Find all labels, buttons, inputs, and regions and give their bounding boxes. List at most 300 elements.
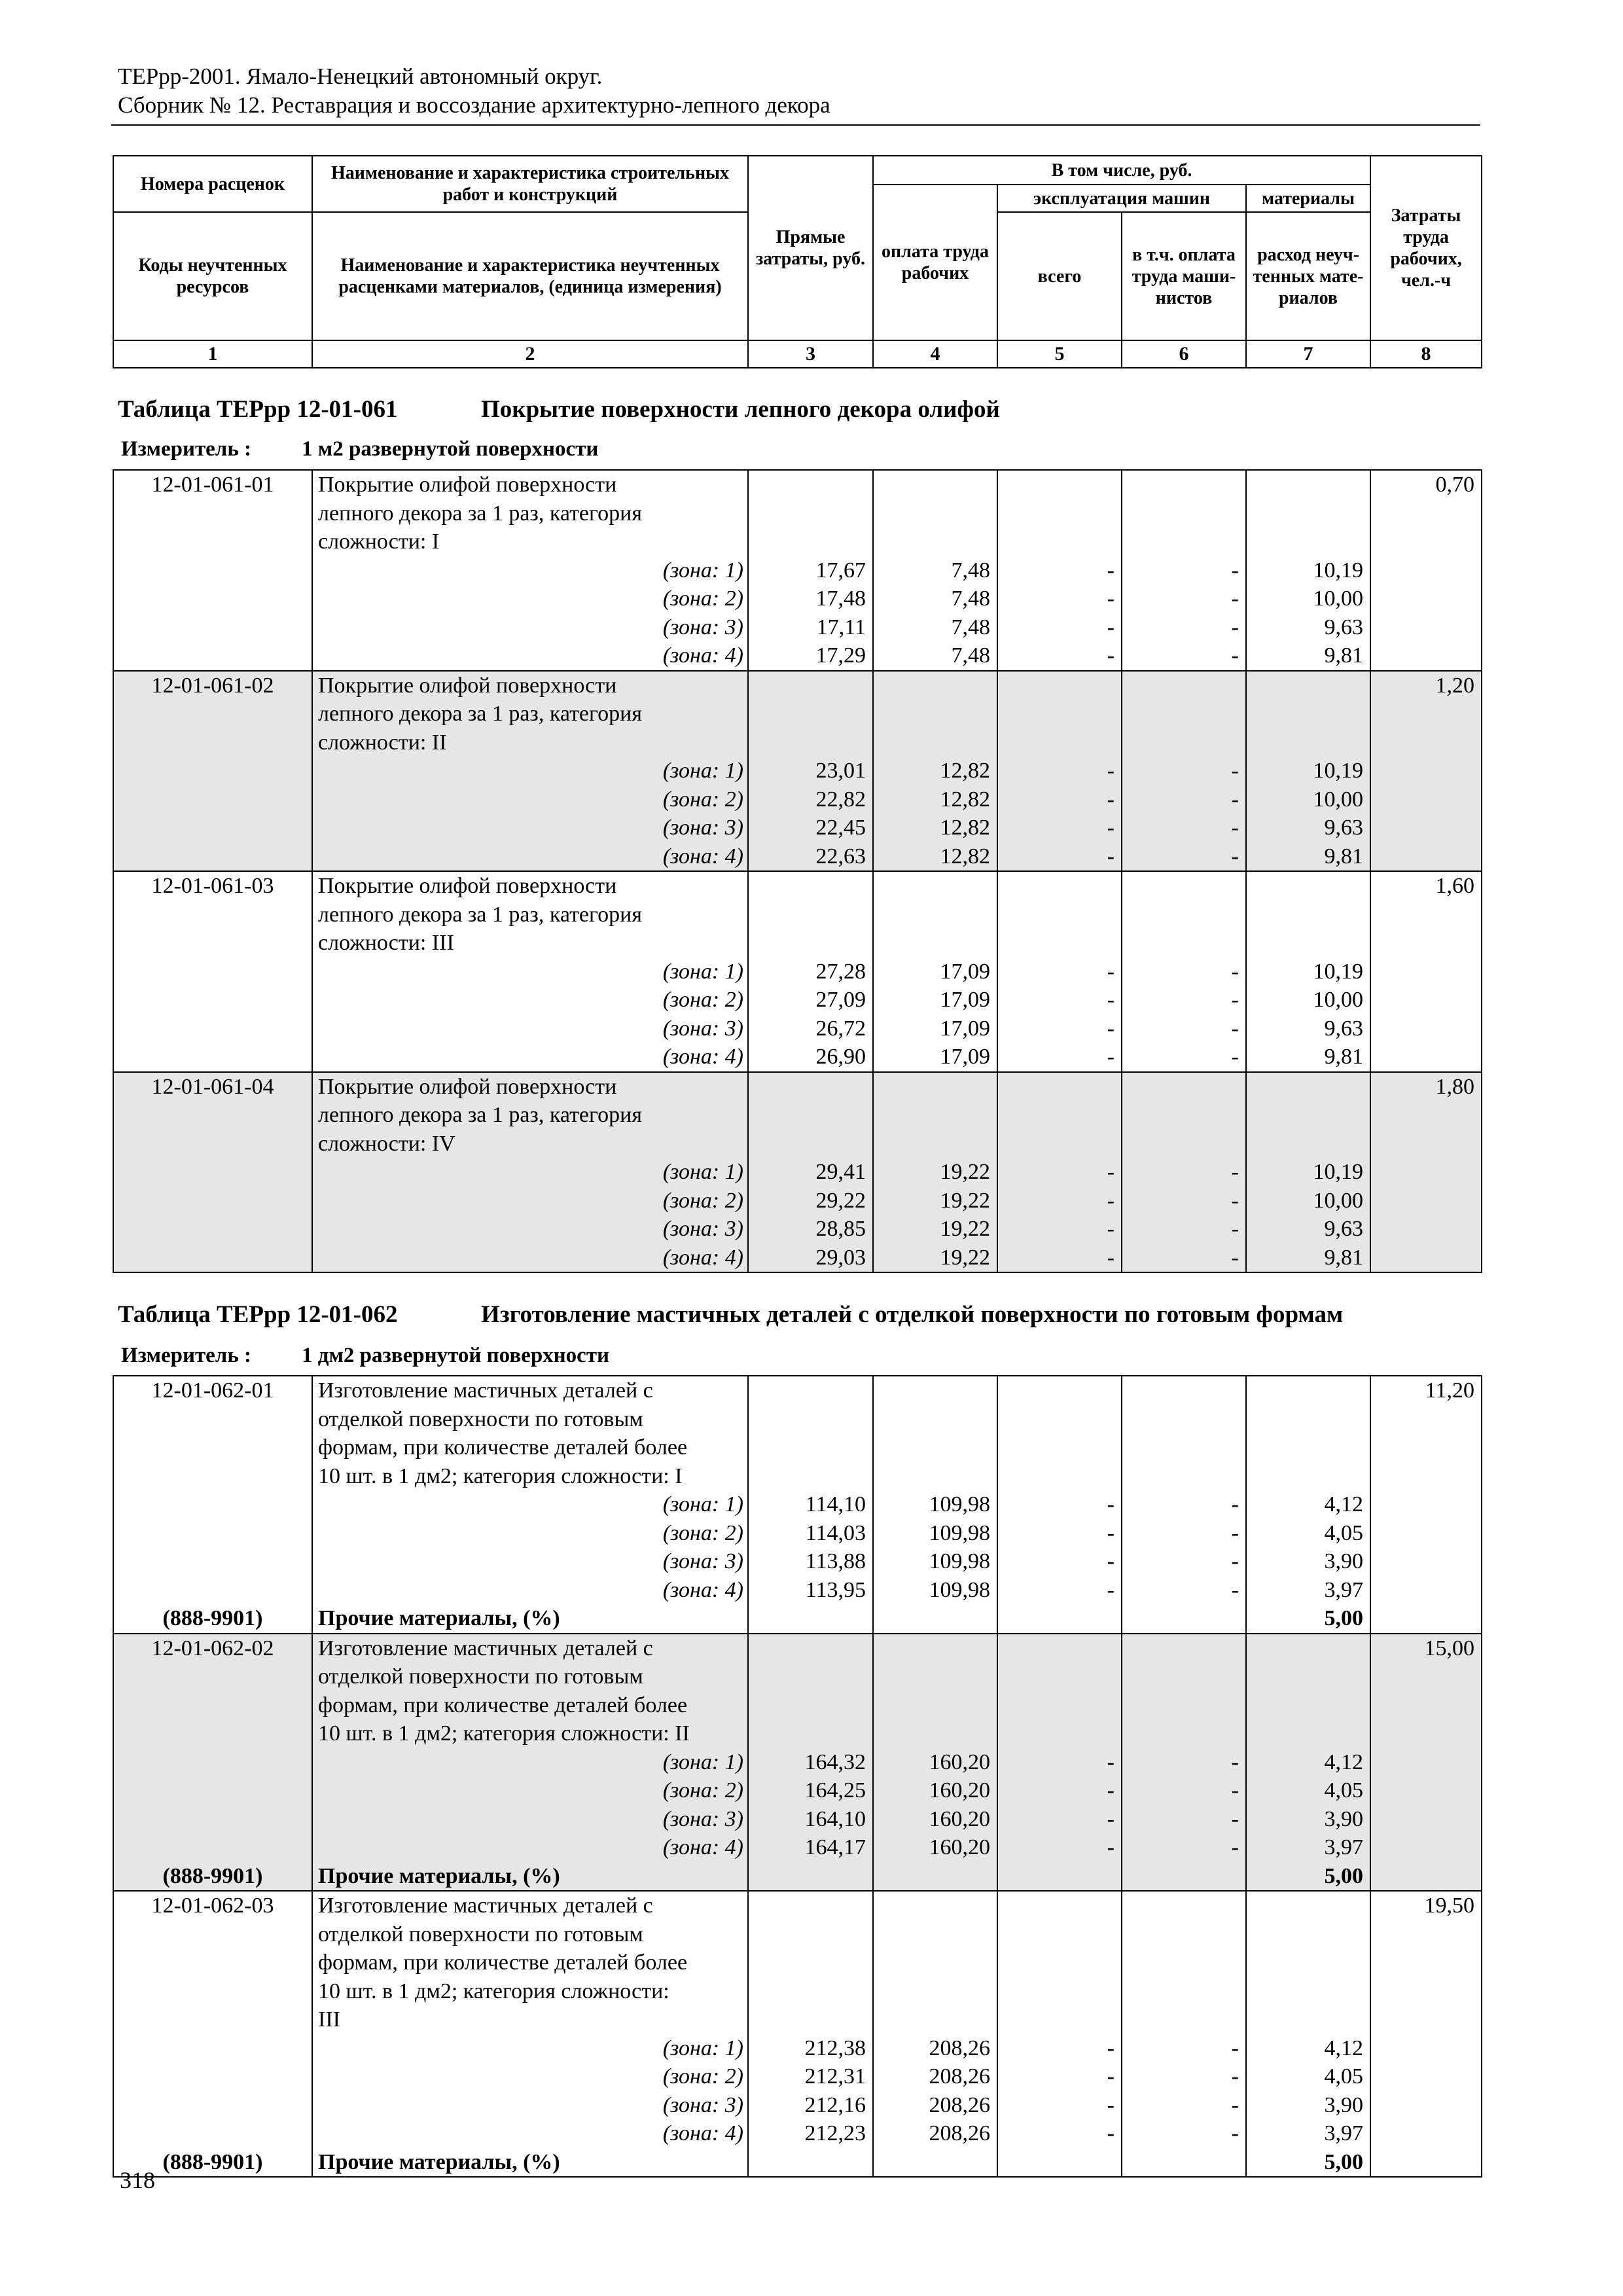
machinist-pay-cell [1122,671,1246,872]
labor-costs-cell [1370,671,1482,872]
labor-pay-value: 7,48 [951,558,990,583]
materials-cell [1246,871,1370,1072]
labor-pay-value: 17,09 [940,1016,990,1041]
col-number: 5 [997,340,1122,368]
rates-table-061 [113,469,1482,1273]
machines-total-value: - [1107,1045,1115,1069]
resource-name: Прочие материалы, (%) [318,2149,560,2174]
labor-costs-cell [1370,1376,1482,1634]
machinist-pay-value: - [1231,1188,1239,1213]
direct-cost-cell [748,1891,873,2177]
col-number: 7 [1246,340,1370,368]
direct-cost-cell [748,1634,873,1892]
direct-cost-value: 29,22 [815,1188,866,1213]
running-header-line1: ТЕРрр-2001. Ямало-Ненецкий автономный округ. [118,63,603,89]
zone-label: (зона: 3) [662,816,743,840]
materials-value: 10,00 [1313,586,1363,611]
zone-label: (зона: 2) [662,1520,743,1545]
labor-pay-value: 12,82 [940,844,990,869]
machines-total-value: - [1107,2121,1115,2145]
labor-pay-value: 12,82 [940,787,990,812]
resource-name: Прочие материалы, (%) [318,1606,560,1630]
col-materials: материалы [1246,185,1370,212]
machines-total-value: - [1107,759,1115,783]
machines-total-value: - [1107,1217,1115,1241]
labor-pay-value: 208,26 [929,2064,990,2089]
zone-label: (зона: 3) [662,1217,743,1241]
table-row [113,1376,1482,1634]
machinist-pay-value: - [1231,759,1239,783]
machinist-pay-value: - [1231,1749,1239,1774]
rate-code: 12-01-062-03 [151,1893,274,1918]
col-direct-costs: Прямые затраты, руб. [748,156,873,340]
labor-costs-value: 11,20 [1425,1378,1474,1403]
materials-value: 3,90 [1324,2092,1363,2117]
materials-value: 10,19 [1313,959,1363,984]
labor-pay-value: 7,48 [951,586,990,611]
labor-pay-value: 208,26 [929,2121,990,2145]
rate-name-line: отделкой поверхности по готовым [318,1922,643,1946]
machines-total-value: - [1107,1492,1115,1516]
rate-name-line: Покрытие олифой поверхности [318,874,617,898]
rate-name-line: Изготовление мастичных деталей с [318,1893,653,1918]
machines-total-value: - [1107,1549,1115,1573]
table-id: Таблица ТЕРрр 12-01-061 [118,396,398,423]
table-title-text: Изготовление мастичных деталей с отделкой поверхности по готовым формам [481,1301,1344,1328]
machines-total-cell [997,1072,1122,1273]
machines-total-cell [997,871,1122,1072]
machines-total-value: - [1107,586,1115,611]
col-work-name: Наименование и характеристика строительных работ и конструкций [312,156,748,212]
machines-total-cell [997,470,1122,671]
machinist-pay-value: - [1231,959,1239,984]
machinist-pay-value: - [1231,1045,1239,1069]
resource-value: 5,00 [1324,2149,1363,2174]
labor-costs-cell [1370,871,1482,1072]
machines-total-value: - [1107,988,1115,1012]
machines-total-value: - [1107,558,1115,583]
machines-total-value: - [1107,1806,1115,1831]
code-cell [113,1376,312,1634]
materials-cell [1246,470,1370,671]
materials-value: 3,97 [1324,1835,1363,1859]
name-cell [312,871,748,1072]
machinist-pay-value: - [1231,1835,1239,1859]
direct-cost-value: 27,09 [815,988,866,1012]
machinist-pay-cell [1122,1376,1246,1634]
direct-cost-cell [748,1072,873,1273]
labor-costs-cell [1370,470,1482,671]
direct-cost-value: 164,25 [804,1778,866,1803]
rate-name-line: сложности: III [318,931,454,955]
measure-unit: 1 дм2 развернутой поверхности [302,1344,610,1367]
labor-pay-value: 208,26 [929,2092,990,2117]
name-cell [312,1634,748,1892]
materials-cell [1246,1072,1370,1273]
rate-name-line: 10 шт. в 1 дм2; категория сложности: I [318,1463,683,1488]
machinist-pay-value: - [1231,2121,1239,2145]
machinist-pay-value: - [1231,1160,1239,1184]
materials-cell [1246,1891,1370,2177]
materials-cell [1246,1634,1370,1892]
col-material-name: Наименование и характеристика неучтенных расценками материалов, (единица измерения) [312,212,748,340]
direct-cost-value: 22,63 [815,844,866,869]
zone-label: (зона: 3) [662,2092,743,2117]
machines-total-cell [997,1634,1122,1892]
materials-value: 10,19 [1313,1160,1363,1184]
labor-pay-value: 19,22 [940,1188,990,1213]
machinist-pay-value: - [1231,2036,1239,2060]
rate-name-line: лепного декора за 1 раз, категория [318,702,642,726]
materials-value: 3,97 [1324,2121,1363,2145]
resource-code: (888-9901) [162,1606,263,1630]
machines-total-value: - [1107,1245,1115,1270]
materials-value: 10,00 [1313,1188,1363,1213]
labor-costs-value: 0,70 [1435,473,1474,497]
code-cell [113,1891,312,2177]
machinist-pay-value: - [1231,586,1239,611]
labor-pay-cell [873,470,997,671]
table-row [113,871,1482,1072]
col-number: 8 [1370,340,1482,368]
col-including: В том числе, руб. [873,156,1370,185]
labor-pay-value: 208,26 [929,2036,990,2060]
machinist-pay-value: - [1231,1549,1239,1573]
rate-name-line: Покрытие олифой поверхности [318,473,617,497]
direct-cost-value: 212,23 [804,2121,866,2145]
measure-line [121,1344,609,1368]
direct-cost-value: 113,88 [805,1549,866,1573]
rate-name-line: Покрытие олифой поверхности [318,1074,617,1099]
resource-code: (888-9901) [162,2149,263,2174]
materials-cell [1246,1376,1370,1634]
direct-cost-value: 17,11 [816,615,866,639]
materials-value: 9,81 [1324,1245,1363,1270]
zone-label: (зона: 4) [662,1835,743,1859]
machinist-pay-cell [1122,1891,1246,2177]
labor-pay-cell [873,871,997,1072]
measure-label: Измеритель : [121,1344,252,1367]
col-machinist-pay: в т.ч. оплата труда маши-нистов [1122,212,1246,340]
machines-total-cell [997,1891,1122,2177]
materials-value: 4,12 [1324,1749,1363,1774]
materials-value: 9,81 [1324,1045,1363,1069]
labor-pay-cell [873,1376,997,1634]
col-unaccounted-use: расход неуч-тенных мате-риалов [1246,212,1370,340]
direct-cost-value: 23,01 [815,759,866,783]
direct-cost-value: 17,29 [815,643,866,668]
direct-cost-value: 26,90 [815,1045,866,1069]
zone-label: (зона: 1) [662,959,743,984]
labor-pay-value: 17,09 [940,988,990,1012]
table-row [113,1634,1482,1892]
code-cell [113,1072,312,1273]
resource-value: 5,00 [1324,1606,1363,1630]
rate-name-line: лепного декора за 1 раз, категория [318,1103,642,1127]
materials-value: 4,05 [1324,1520,1363,1545]
labor-pay-cell [873,671,997,872]
zone-label: (зона: 2) [662,787,743,812]
measure-line [121,437,598,461]
labor-pay-value: 160,20 [929,1749,990,1774]
header-rule [111,124,1480,126]
machinist-pay-value: - [1231,816,1239,840]
rate-name-line: 10 шт. в 1 дм2; категория сложности: II [318,1721,690,1746]
machinist-pay-cell [1122,1634,1246,1892]
rate-name-line: лепного декора за 1 раз, категория [318,902,642,927]
labor-pay-value: 7,48 [951,643,990,668]
code-cell [113,671,312,872]
rate-name-line: формам, при количестве деталей более [318,1435,688,1460]
zone-label: (зона: 1) [662,1749,743,1774]
materials-value: 9,81 [1324,844,1363,869]
machinist-pay-value: - [1231,988,1239,1012]
col-number: 3 [748,340,873,368]
machinist-pay-cell [1122,470,1246,671]
zone-label: (зона: 3) [662,1016,743,1041]
machines-total-value: - [1107,1778,1115,1803]
machinist-pay-value: - [1231,1778,1239,1803]
zone-label: (зона: 1) [662,2036,743,2060]
materials-value: 3,90 [1324,1806,1363,1831]
rate-name-line: формам, при количестве деталей более [318,1693,688,1717]
col-rate-numbers: Номера расценок [113,156,312,212]
labor-costs-value: 1,80 [1435,1074,1474,1099]
materials-value: 10,19 [1313,558,1363,583]
machines-total-value: - [1107,2036,1115,2060]
labor-costs-value: 1,20 [1435,673,1474,698]
materials-value: 4,05 [1324,1778,1363,1803]
zone-label: (зона: 3) [662,1549,743,1573]
labor-pay-value: 12,82 [940,759,990,783]
rate-name-line: сложности: I [318,529,440,554]
zone-label: (зона: 3) [662,1806,743,1831]
rate-name-line: Покрытие олифой поверхности [318,673,617,698]
materials-value: 4,05 [1324,2064,1363,2089]
name-cell [312,671,748,872]
rate-name-line: Изготовление мастичных деталей с [318,1378,653,1403]
table-title-text: Покрытие поверхности лепного декора олифой [481,396,1000,423]
machines-total-value: - [1107,1160,1115,1184]
labor-costs-cell [1370,1891,1482,2177]
rates-table-062 [113,1375,1482,2178]
machines-total-cell [997,1376,1122,1634]
direct-cost-value: 164,17 [804,1835,866,1859]
machines-total-value: - [1107,1520,1115,1545]
table-row [113,1072,1482,1273]
col-labor-costs: Затраты труда рабочих, чел.-ч [1370,156,1482,340]
machines-total-value: - [1107,816,1115,840]
zone-label: (зона: 2) [662,2064,743,2089]
labor-pay-value: 19,22 [940,1217,990,1241]
direct-cost-value: 212,31 [804,2064,866,2089]
materials-value: 10,00 [1313,988,1363,1012]
machinist-pay-value: - [1231,558,1239,583]
zone-label: (зона: 1) [662,558,743,583]
direct-cost-value: 164,10 [804,1806,866,1831]
machinist-pay-value: - [1231,1492,1239,1516]
materials-value: 9,63 [1324,615,1363,639]
machinist-pay-value: - [1231,2092,1239,2117]
name-cell [312,1891,748,2177]
direct-cost-cell [748,871,873,1072]
rate-code: 12-01-062-02 [151,1636,274,1660]
labor-pay-value: 160,20 [929,1835,990,1859]
measure-unit: 1 м2 развернутой поверхности [302,437,599,461]
zone-label: (зона: 1) [662,759,743,783]
machines-total-value: - [1107,844,1115,869]
materials-value: 9,63 [1324,1016,1363,1041]
direct-cost-cell [748,1376,873,1634]
rate-name-line: отделкой поверхности по готовым [318,1407,643,1431]
col-number: 1 [113,340,312,368]
machinist-pay-cell [1122,871,1246,1072]
labor-pay-cell [873,1891,997,2177]
direct-cost-value: 29,41 [815,1160,866,1184]
col-machines-total: всего [997,212,1122,340]
name-cell [312,470,748,671]
zone-label: (зона: 4) [662,2121,743,2145]
table-title [118,1300,1343,1329]
materials-value: 3,90 [1324,1549,1363,1573]
machinist-pay-value: - [1231,787,1239,812]
measure-label: Измеритель : [121,437,252,461]
rate-code: 12-01-061-02 [151,673,274,698]
rate-code: 12-01-062-01 [151,1378,274,1403]
rate-code: 12-01-061-03 [151,874,274,898]
code-cell [113,1634,312,1892]
rate-name-line: лепного декора за 1 раз, категория [318,501,642,526]
col-resource-codes: Коды неучтенных ресурсов [113,212,312,340]
name-cell [312,1072,748,1273]
rate-name-line: сложности: II [318,730,447,755]
labor-pay-value: 160,20 [929,1806,990,1831]
table-row [113,1891,1482,2177]
zone-label: (зона: 2) [662,988,743,1012]
direct-cost-value: 28,85 [815,1217,866,1241]
zone-label: (зона: 3) [662,615,743,639]
col-machines: эксплуатация машин [997,185,1246,212]
labor-pay-value: 109,98 [929,1549,990,1573]
direct-cost-value: 114,10 [805,1492,866,1516]
rate-name-line: отделкой поверхности по готовым [318,1664,643,1689]
labor-pay-value: 109,98 [929,1492,990,1516]
zone-label: (зона: 2) [662,1188,743,1213]
direct-cost-value: 17,67 [815,558,866,583]
machinist-pay-value: - [1231,1520,1239,1545]
col-number: 6 [1122,340,1246,368]
zone-label: (зона: 4) [662,643,743,668]
col-number: 2 [312,340,748,368]
col-number: 4 [873,340,997,368]
resource-code: (888-9901) [162,1863,263,1888]
zone-label: (зона: 2) [662,1778,743,1803]
machinist-pay-value: - [1231,1806,1239,1831]
direct-cost-value: 113,95 [805,1577,866,1602]
machines-total-value: - [1107,2092,1115,2117]
code-cell [113,871,312,1072]
zone-label: (зона: 1) [662,1160,743,1184]
materials-value: 10,00 [1313,787,1363,812]
machinist-pay-value: - [1231,1217,1239,1241]
name-cell [312,1376,748,1634]
zone-label: (зона: 4) [662,1577,743,1602]
rate-name-line: формам, при количестве деталей более [318,1950,688,1975]
labor-pay-value: 109,98 [929,1577,990,1602]
rate-name-line: сложности: IV [318,1131,455,1156]
machines-total-value: - [1107,1188,1115,1213]
machinist-pay-value: - [1231,643,1239,668]
direct-cost-value: 212,38 [804,2036,866,2060]
column-header-table [113,155,1482,368]
machines-total-value: - [1107,2064,1115,2089]
direct-cost-value: 26,72 [815,1016,866,1041]
materials-value: 9,63 [1324,816,1363,840]
table-row [113,470,1482,671]
rate-code: 12-01-061-04 [151,1074,274,1099]
labor-costs-cell [1370,1072,1482,1273]
direct-cost-value: 114,03 [805,1520,866,1545]
table-id: Таблица ТЕРрр 12-01-062 [118,1301,398,1328]
machines-total-value: - [1107,1749,1115,1774]
direct-cost-value: 27,28 [815,959,866,984]
labor-costs-value: 15,00 [1424,1636,1474,1660]
rate-name-line: 10 шт. в 1 дм2; категория сложности: [318,1979,669,2003]
zone-label: (зона: 1) [662,1492,743,1516]
labor-pay-value: 17,09 [940,1045,990,1069]
direct-cost-value: 164,32 [804,1749,866,1774]
resource-name: Прочие материалы, (%) [318,1863,560,1888]
machinist-pay-value: - [1231,1245,1239,1270]
labor-pay-value: 160,20 [929,1778,990,1803]
materials-value: 9,81 [1324,643,1363,668]
machines-total-value: - [1107,643,1115,668]
labor-pay-value: 12,82 [940,816,990,840]
direct-cost-value: 22,45 [815,816,866,840]
machinist-pay-value: - [1231,1577,1239,1602]
labor-pay-value: 19,22 [940,1160,990,1184]
direct-cost-value: 22,82 [815,787,866,812]
machinist-pay-value: - [1231,844,1239,869]
machines-total-value: - [1107,1016,1115,1041]
labor-pay-cell [873,1634,997,1892]
machinist-pay-value: - [1231,615,1239,639]
zone-label: (зона: 2) [662,586,743,611]
rate-name-line: III [318,2007,340,2032]
direct-cost-value: 212,16 [804,2092,866,2117]
materials-value: 4,12 [1324,1492,1363,1516]
zone-label: (зона: 4) [662,1245,743,1270]
machinist-pay-cell [1122,1072,1246,1273]
table-row [113,671,1482,872]
machines-total-value: - [1107,787,1115,812]
machines-total-value: - [1107,1835,1115,1859]
materials-value: 9,63 [1324,1217,1363,1241]
direct-cost-value: 17,48 [815,586,866,611]
running-header-line2: Сборник № 12. Реставрация и воссоздание архитектурно-лепного декора [118,92,830,118]
zone-label: (зона: 4) [662,844,743,869]
materials-value: 10,19 [1313,759,1363,783]
labor-pay-value: 19,22 [940,1245,990,1270]
direct-cost-cell [748,470,873,671]
materials-value: 3,97 [1324,1577,1363,1602]
rate-name-line: Изготовление мастичных деталей с [318,1636,653,1660]
machines-total-value: - [1107,959,1115,984]
page-number: 318 [120,2167,155,2193]
labor-pay-value: 109,98 [929,1520,990,1545]
direct-cost-cell [748,671,873,872]
machines-total-value: - [1107,615,1115,639]
